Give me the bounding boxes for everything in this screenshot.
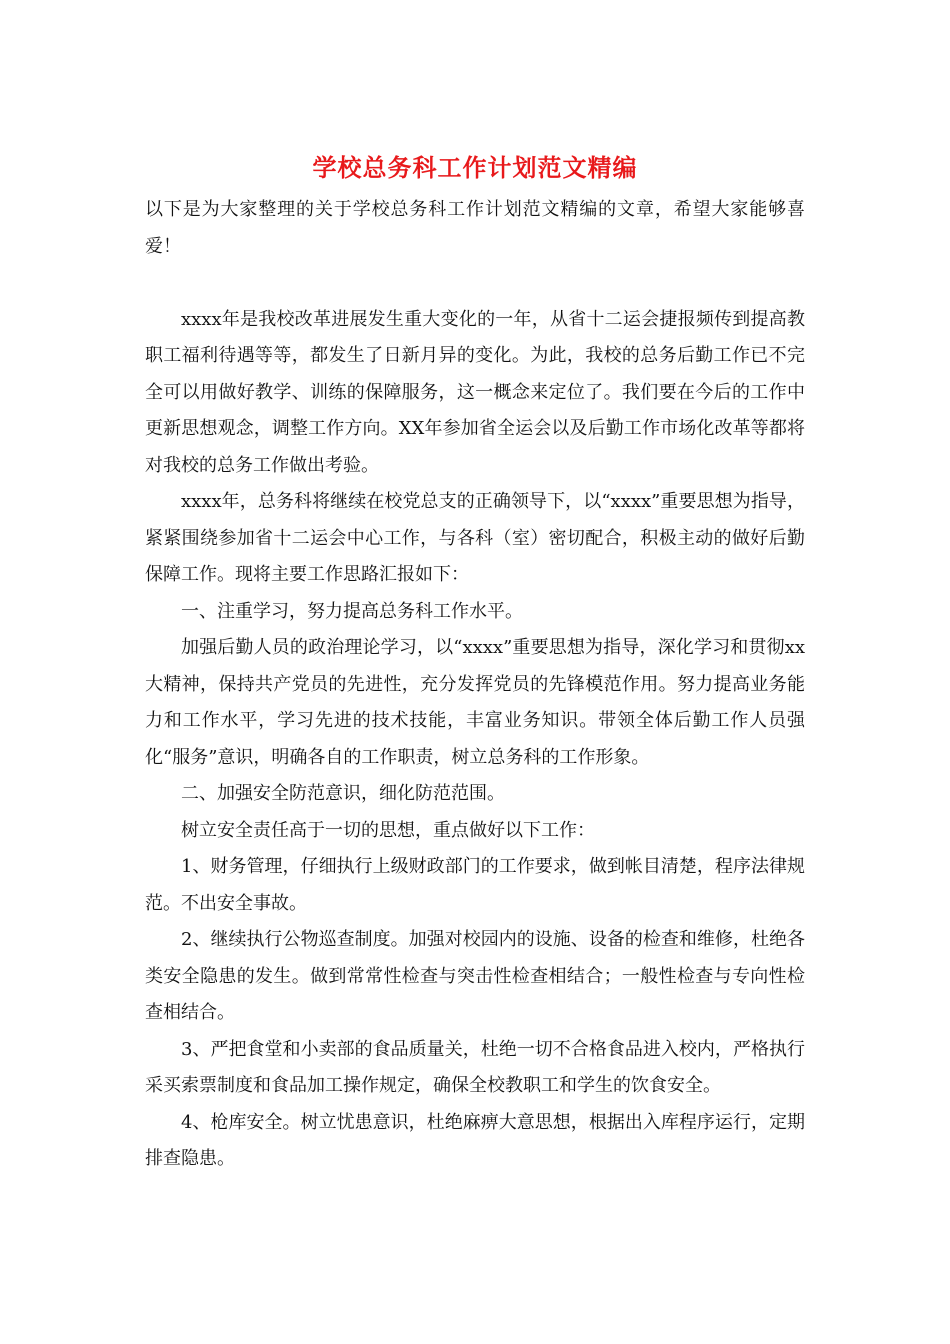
document-body <box>145 192 805 1178</box>
document-title: 学校总务科工作计划范文精编 <box>312 153 638 182</box>
body-paragraph: 树立安全责任高于一切的思想，重点做好以下工作： <box>181 819 595 841</box>
list-item: 1、财务管理，仔细执行上级财政部门的工作要求，做到帐目清楚，程序法律规范。不出安全事故。 <box>145 856 805 914</box>
list-item: 3、严把食堂和小卖部的食品质量关，杜绝一切不合格食品进入校内，严格执行采买索票制度和食品加工操作规定，确保全校教职工和学生的饮食安全。 <box>145 1038 805 1096</box>
body-paragraph: xxxx年是我校改革进展发生重大变化的一年，从省十二运会捷报频传到提高教职工福利待遇等等，都发生了日新月异的变化。为此，我校的总务后勤工作已不完全可以用做好教学、训练的保障服务，这一概念来定位了。我们要在今后的工作中更新思想观念，调整工作方向。XX年参加省全运会以及后勤工作市场化改革等都将对我校的总务工作做出考验。 <box>145 308 805 476</box>
list-item: 4、枪库安全。树立忧患意识，杜绝麻痹大意思想，根据出入库程序运行，定期排查隐患。 <box>145 1111 805 1169</box>
section-heading: 一、注重学习，努力提高总务科工作水平。 <box>181 600 523 622</box>
list-item: 2、继续执行公物巡查制度。加强对校园内的设施、设备的检查和维修，杜绝各类安全隐患的发生。做到常常性检查与突击性检查相结合；一般性检查与专向性检查相结合。 <box>145 929 805 1023</box>
body-paragraph: xxxx年，总务科将继续在校党总支的正确领导下，以“xxxx”重要思想为指导，紧紧围绕参加省十二运会中心工作，与各科（室）密切配合，积极主动的做好后勤保障工作。现将主要工作思路汇报如下： <box>145 491 805 585</box>
intro-paragraph: 以下是为大家整理的关于学校总务科工作计划范文精编的文章，希望大家能够喜爱！ <box>145 199 805 257</box>
body-paragraph: 加强后勤人员的政治理论学习，以“xxxx”重要思想为指导，深化学习和贯彻xx大精神，保持共产党员的先进性，充分发挥党员的先锋模范作用。努力提高业务能力和工作水平，学习先进的技术技能，丰富业务知识。带领全体后勤工作人员强化“服务”意识，明确各自的工作职责，树立总务科的工作形象。 <box>145 637 805 768</box>
section-heading: 二、加强安全防范意识，细化防范范围。 <box>181 783 505 804</box>
